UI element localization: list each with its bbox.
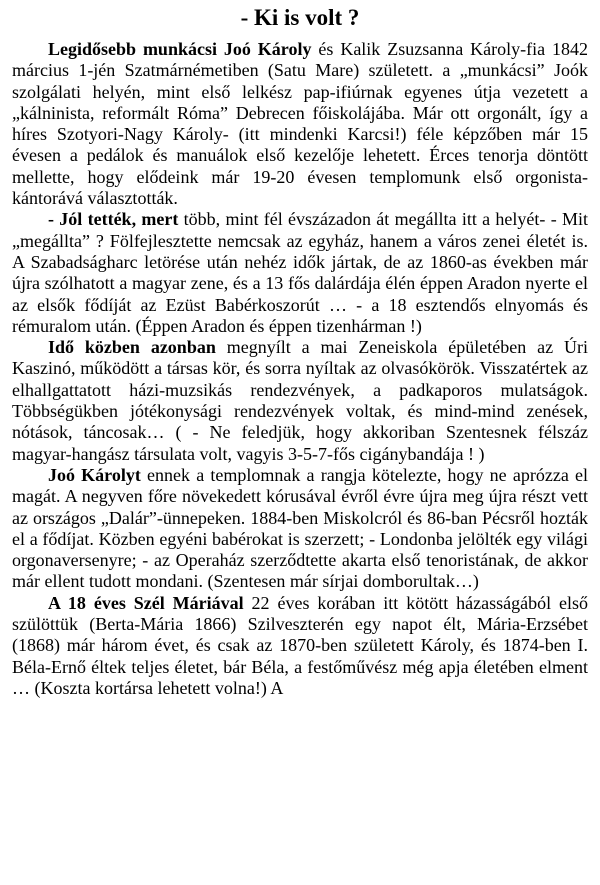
paragraph-1 [12, 39, 588, 209]
document-page [12, 4, 588, 699]
paragraph-3 [12, 337, 588, 465]
paragraph-3-body: megnyílt a mai Zeneiskola épületében az Úri Kaszinó, működött a társas kör, és sorra nyíltak az olvasókörök. Visszatértek az elhallgattatott házi-muzsikás rendezvények, a padkaporos mulatságok. Többségükben jótékonysági rendezvények voltak, és mind-mind zenések, nótások, táncosak… ( - Ne feledjük, hogy akkoriban Szentesnek félszáz magyar-hangász társulata volt, vagyis 3-5-7-fős cigánybandája ! ) [12, 337, 588, 464]
paragraph-5-lead: A 18 éves Szél Máriával [48, 592, 244, 613]
paragraph-1-lead: Legidősebb munkácsi Joó Károly [48, 39, 312, 59]
paragraph-2 [12, 209, 588, 337]
paragraph-3-lead: Idő közben azonban [48, 337, 216, 358]
page-title: - Ki is volt ? [240, 5, 360, 30]
paragraph-5 [12, 593, 588, 699]
paragraph-1-body: és Kalik Zsuzsanna Károly-fia 1842 március 1-jén Szatmárnémetiben (Satu Mare) született. a „munkácsi” Joók szolgálati helyén, mint első lelkész pap-ifiúrnak egyenes útja vezetett a „kálninista, reformált Róma” Debrecen főiskolájába. Már ott orgonált, így a híres Szotyori-Nagy Károly- (itt mindenki Karcsi!) féle képzőben már 15 évesen a pedálok és manuálok első kezelője lehetett. Érces tenorja döntött mellette, hogy elődeink már 19-20 évesen templomunk első orgonista-kántorává választották. [12, 39, 589, 209]
paragraph-5-body: 22 éves korában itt kötött házasságából első szülöttük (Berta-Mária 1866) Szilveszterén egy napot élt, Mária-Erzsébet (1868) már három évet, és csak az 1870-ben született Károly, és 1874-ben I. Béla-Ernő éltek teljes életet, bár Béla, a festőművész még apja életében elment … (Koszta kortársa lehetett volna!) A [12, 592, 588, 698]
paragraph-2-body: több, mint fél évszázadon át megállta itt a helyét- - Mit „megállta” ? Fölfejlesztette nemcsak az egyház, hanem a város zenei életét is. A Szabadságharc letörése után nehéz idők jártak, de az 1860-as években már újra szólhatott a magyar zene, és a 13 fős dalárdája élén éppen Aradon nyerte el az elsők fődíját az Ezüst Babérkoszorút … - a 18 esztendős elnyomás és rémuralom után. (Éppen Aradon és éppen tizenhárman !) [12, 209, 589, 336]
paragraph-4-lead: Joó Károlyt [48, 464, 141, 485]
paragraph-4 [12, 465, 588, 593]
paragraph-2-lead: - Jól tették, mert [48, 209, 179, 230]
paragraph-4-body: ennek a templomnak a rangja kötelezte, hogy ne aprózza el magát. A negyven főre növekedett kórusával évről évre újra meg újra részt vett az országos „Dalár”-ünnepeken. 1884-ben Miskolcról és 86-ban Pécsről hozták el a fődíjat. Közben egyéni babérokat is szerzett; - Londonba jelölték egy világi orgonaversenyre; - az Operaház szerződtette akarta első tenoristának, de akkor már ellent tudott mondani. (Szentesen már sírjai domborultak…) [12, 464, 588, 592]
